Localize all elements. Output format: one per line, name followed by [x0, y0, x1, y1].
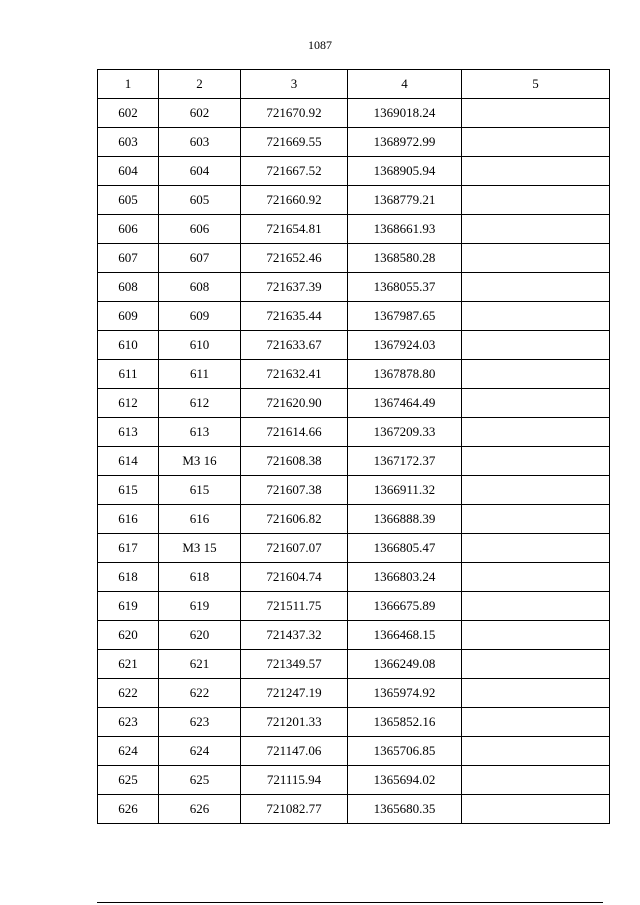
- table-cell-col-1: 602: [98, 99, 159, 128]
- table-cell-col-4: 1368779.21: [348, 186, 462, 215]
- table-cell-col-1: 611: [98, 360, 159, 389]
- table-cell-col-4: 1368905.94: [348, 157, 462, 186]
- table-cell-col-2: 620: [159, 621, 241, 650]
- table-cell-col-3: 721660.92: [241, 186, 348, 215]
- table-cell-col-3: 721608.38: [241, 447, 348, 476]
- table-cell-col-2: 626: [159, 795, 241, 824]
- table-cell-col-3: 721635.44: [241, 302, 348, 331]
- table-cell-col-2: 615: [159, 476, 241, 505]
- table-row: [98, 737, 610, 766]
- table-cell-col-4: 1366888.39: [348, 505, 462, 534]
- table-cell-col-5: [462, 302, 610, 331]
- table-cell-col-2: 624: [159, 737, 241, 766]
- table-cell-col-5: [462, 273, 610, 302]
- table-cell-col-1: 619: [98, 592, 159, 621]
- table-row: [98, 273, 610, 302]
- table-cell-col-5: [462, 476, 610, 505]
- footer-rule: [97, 902, 603, 903]
- table-cell-col-3: 721437.32: [241, 621, 348, 650]
- table-cell-col-5: [462, 128, 610, 157]
- table-cell-col-4: 1367878.80: [348, 360, 462, 389]
- table-row: [98, 186, 610, 215]
- table-row: [98, 592, 610, 621]
- table-cell-col-5: [462, 679, 610, 708]
- table-cell-col-4: 1367987.65: [348, 302, 462, 331]
- header-row: [98, 70, 610, 99]
- table-cell-col-1: 603: [98, 128, 159, 157]
- table-cell-col-2: 610: [159, 331, 241, 360]
- table-cell-col-3: 721082.77: [241, 795, 348, 824]
- table-cell-col-1: 612: [98, 389, 159, 418]
- table-cell-col-1: 606: [98, 215, 159, 244]
- table-row: [98, 563, 610, 592]
- table-row: [98, 795, 610, 824]
- table-cell-col-1: 616: [98, 505, 159, 534]
- table-cell-col-3: 721670.92: [241, 99, 348, 128]
- table-cell-col-1: 615: [98, 476, 159, 505]
- table-cell-col-2: 605: [159, 186, 241, 215]
- table-cell-col-3: 721247.19: [241, 679, 348, 708]
- table-body: [98, 99, 610, 824]
- table-cell-col-3: 721614.66: [241, 418, 348, 447]
- table-cell-col-5: [462, 708, 610, 737]
- table-cell-col-1: 625: [98, 766, 159, 795]
- table-row: [98, 244, 610, 273]
- table-cell-col-2: 619: [159, 592, 241, 621]
- table-row: [98, 766, 610, 795]
- table-cell-col-2: 606: [159, 215, 241, 244]
- table-cell-col-5: [462, 360, 610, 389]
- table-row: [98, 157, 610, 186]
- table-cell-col-1: 604: [98, 157, 159, 186]
- table-cell-col-4: 1366805.47: [348, 534, 462, 563]
- table-cell-col-3: 721201.33: [241, 708, 348, 737]
- table-cell-col-5: [462, 157, 610, 186]
- table-cell-col-2: 604: [159, 157, 241, 186]
- table-cell-col-3: 721607.38: [241, 476, 348, 505]
- table-cell-col-4: 1365680.35: [348, 795, 462, 824]
- table-cell-col-5: [462, 766, 610, 795]
- header-cell-2: 2: [159, 70, 241, 99]
- table-cell-col-3: 721349.57: [241, 650, 348, 679]
- header-cell-4: 4: [348, 70, 462, 99]
- table-row: [98, 302, 610, 331]
- table-cell-col-1: 613: [98, 418, 159, 447]
- table-cell-col-5: [462, 186, 610, 215]
- table-cell-col-4: 1366911.32: [348, 476, 462, 505]
- table-cell-col-4: 1365706.85: [348, 737, 462, 766]
- table-cell-col-2: 618: [159, 563, 241, 592]
- table-cell-col-2: 602: [159, 99, 241, 128]
- table-cell-col-5: [462, 418, 610, 447]
- table-cell-col-1: 614: [98, 447, 159, 476]
- table-cell-col-4: 1366468.15: [348, 621, 462, 650]
- page-number: 1087: [308, 38, 332, 52]
- table-row: [98, 679, 610, 708]
- table-cell-col-3: 721606.82: [241, 505, 348, 534]
- table-cell-col-2: 603: [159, 128, 241, 157]
- table-cell-col-2: 612: [159, 389, 241, 418]
- header-cell-5: 5: [462, 70, 610, 99]
- table-cell-col-4: 1367464.49: [348, 389, 462, 418]
- table-cell-col-4: 1366675.89: [348, 592, 462, 621]
- table-cell-col-1: 626: [98, 795, 159, 824]
- table-cell-col-3: 721669.55: [241, 128, 348, 157]
- table-row: [98, 621, 610, 650]
- table-cell-col-5: [462, 592, 610, 621]
- table-cell-col-1: 608: [98, 273, 159, 302]
- table-cell-col-5: [462, 447, 610, 476]
- table-row: [98, 389, 610, 418]
- table-cell-col-2: МЗ 15: [159, 534, 241, 563]
- table-cell-col-3: 721115.94: [241, 766, 348, 795]
- table-cell-col-5: [462, 244, 610, 273]
- table-cell-col-4: 1367924.03: [348, 331, 462, 360]
- table-cell-col-4: 1369018.24: [348, 99, 462, 128]
- table-cell-col-3: 721633.67: [241, 331, 348, 360]
- table-cell-col-2: 608: [159, 273, 241, 302]
- table-cell-col-4: 1366803.24: [348, 563, 462, 592]
- table-cell-col-5: [462, 563, 610, 592]
- table-cell-col-4: 1368055.37: [348, 273, 462, 302]
- table-cell-col-3: 721652.46: [241, 244, 348, 273]
- table-cell-col-4: 1368972.99: [348, 128, 462, 157]
- table-cell-col-3: 721632.41: [241, 360, 348, 389]
- table-cell-col-5: [462, 99, 610, 128]
- table-cell-col-1: 618: [98, 563, 159, 592]
- table-cell-col-5: [462, 331, 610, 360]
- table-cell-col-1: 623: [98, 708, 159, 737]
- table-cell-col-2: 609: [159, 302, 241, 331]
- table-cell-col-4: 1365974.92: [348, 679, 462, 708]
- table-cell-col-5: [462, 795, 610, 824]
- table-cell-col-3: 721667.52: [241, 157, 348, 186]
- table-cell-col-1: 620: [98, 621, 159, 650]
- coordinates-table: [97, 69, 610, 824]
- table-cell-col-5: [462, 621, 610, 650]
- table-cell-col-3: 721637.39: [241, 273, 348, 302]
- table-cell-col-4: 1367172.37: [348, 447, 462, 476]
- table-row: [98, 708, 610, 737]
- table-row: [98, 505, 610, 534]
- table-cell-col-3: 721511.75: [241, 592, 348, 621]
- table-cell-col-4: 1368580.28: [348, 244, 462, 273]
- table-row: [98, 534, 610, 563]
- table-row: [98, 360, 610, 389]
- table-cell-col-2: МЗ 16: [159, 447, 241, 476]
- table-cell-col-2: 607: [159, 244, 241, 273]
- table-cell-col-5: [462, 737, 610, 766]
- table-cell-col-1: 610: [98, 331, 159, 360]
- table-cell-col-3: 721654.81: [241, 215, 348, 244]
- table-row: [98, 418, 610, 447]
- table-row: [98, 476, 610, 505]
- table-cell-col-2: 625: [159, 766, 241, 795]
- table-row: [98, 331, 610, 360]
- table-cell-col-2: 622: [159, 679, 241, 708]
- header-cell-3: 3: [241, 70, 348, 99]
- table-row: [98, 215, 610, 244]
- table-cell-col-5: [462, 505, 610, 534]
- table-cell-col-2: 611: [159, 360, 241, 389]
- table-cell-col-2: 616: [159, 505, 241, 534]
- table-cell-col-5: [462, 534, 610, 563]
- table-cell-col-1: 622: [98, 679, 159, 708]
- table-cell-col-3: 721604.74: [241, 563, 348, 592]
- table-cell-col-4: 1365694.02: [348, 766, 462, 795]
- table-cell-col-1: 609: [98, 302, 159, 331]
- table-cell-col-1: 617: [98, 534, 159, 563]
- table-row: [98, 650, 610, 679]
- table-cell-col-4: 1366249.08: [348, 650, 462, 679]
- table-row: [98, 447, 610, 476]
- table-header: [98, 70, 610, 99]
- table-cell-col-3: 721607.07: [241, 534, 348, 563]
- table-cell-col-4: 1365852.16: [348, 708, 462, 737]
- table-cell-col-5: [462, 215, 610, 244]
- table-cell-col-2: 613: [159, 418, 241, 447]
- table-cell-col-1: 624: [98, 737, 159, 766]
- table-cell-col-1: 607: [98, 244, 159, 273]
- table-row: [98, 128, 610, 157]
- table-cell-col-3: 721147.06: [241, 737, 348, 766]
- table-cell-col-4: 1367209.33: [348, 418, 462, 447]
- table-cell-col-1: 621: [98, 650, 159, 679]
- table-row: [98, 99, 610, 128]
- table-cell-col-2: 621: [159, 650, 241, 679]
- table-cell-col-5: [462, 650, 610, 679]
- table-cell-col-1: 605: [98, 186, 159, 215]
- table-cell-col-3: 721620.90: [241, 389, 348, 418]
- table-cell-col-2: 623: [159, 708, 241, 737]
- table-cell-col-4: 1368661.93: [348, 215, 462, 244]
- header-cell-1: 1: [98, 70, 159, 99]
- table-cell-col-5: [462, 389, 610, 418]
